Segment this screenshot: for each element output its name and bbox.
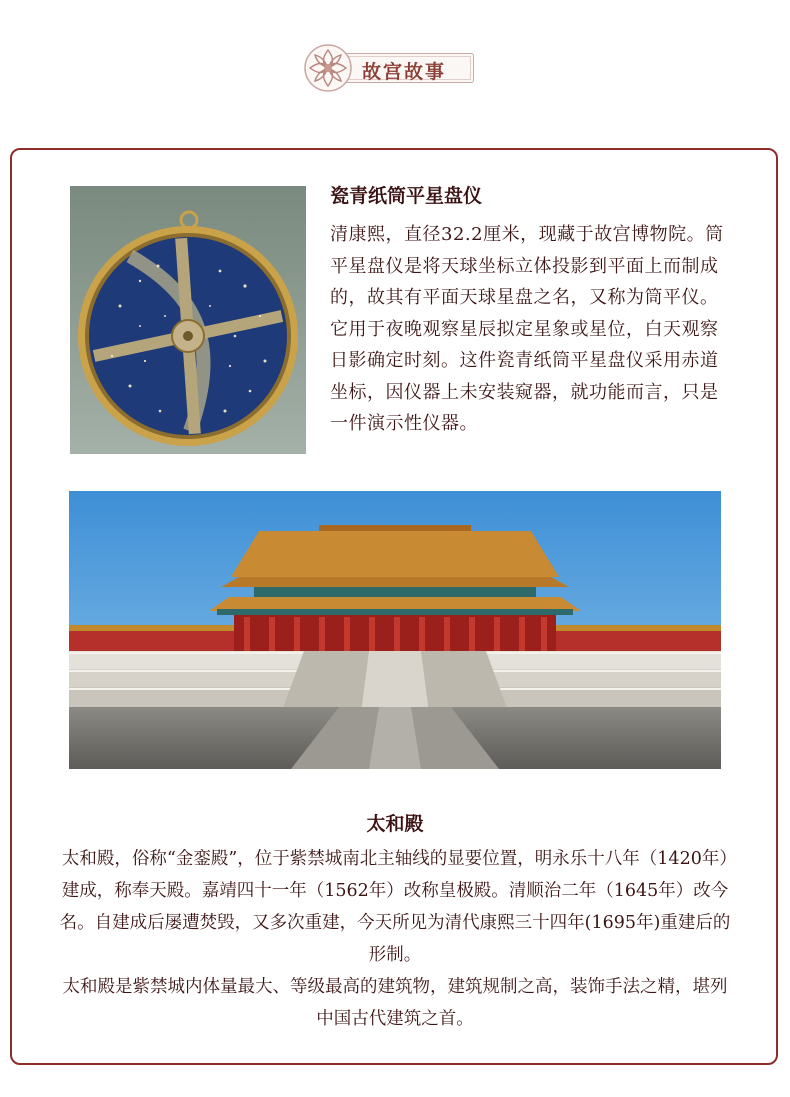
hall-of-supreme-harmony-image (69, 491, 721, 769)
hall-description (58, 843, 732, 1035)
hall-paragraph-1: 太和殿，俗称“金銮殿”，位于紫禁城南北主轴线的显要位置，明永乐十八年（1420年）建成，称奉天殿。嘉靖四十一年（1562年）改称皇极殿。清顺治二年（1645年）改今名。自建成后屡遭焚毁，又多次重建，今天所见为清代康熙三十四年(1695年)重建后的形制。 (59, 849, 731, 965)
astrolabe-image (70, 186, 306, 454)
hall-paragraph-2: 太和殿是紫禁城内体量最大、等级最高的建筑物，建筑规制之高，装饰手法之精，堪列中国古代建筑之首。 (62, 977, 728, 1029)
section-title: 故宫故事 (361, 61, 446, 83)
hall-title: 太和殿 (366, 813, 424, 835)
section-header-badge (302, 42, 476, 90)
artifact-title: 瓷青纸筒平星盘仪 (330, 185, 483, 207)
artifact-description: 清康熙，直径32.2厘米，现藏于故宫博物院。筒平星盘仪是将天球坐标立体投影到平面上而制成的，故其有平面天球星盘之名，又称为筒平仪。它用于夜晚观察星辰拟定星象或星位，白天观察日影确定时刻。这件瓷青纸筒平星盘仪采用赤道坐标，因仪器上未安装窥器，就功能而言，只是一件演示性仪器。 (330, 224, 724, 434)
